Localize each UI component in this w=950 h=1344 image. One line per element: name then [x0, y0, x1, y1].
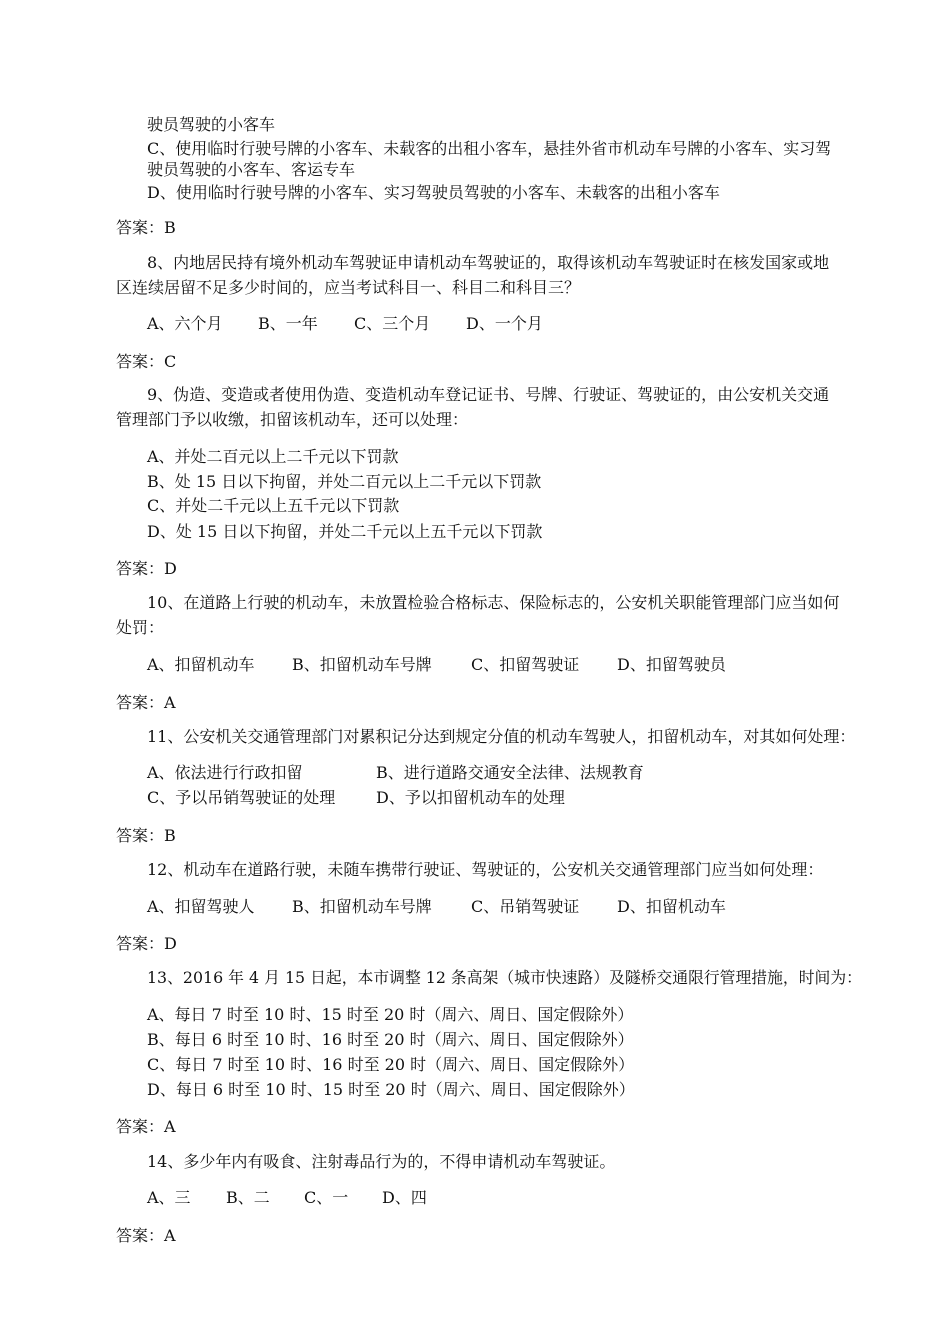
q10-option-a: A、扣留机动车 — [147, 655, 255, 674]
q14-option-c: C、一 — [304, 1188, 349, 1207]
q14-text: 14、多少年内有吸食、注射毒品行为的，不得申请机动车驾驶证。 — [147, 1152, 616, 1171]
q8-text-cont: 区连续居留不足多少时间的，应当考试科目一、科目二和科目三？ — [116, 278, 581, 297]
q9-option-d: D、处 15 日以下拘留，并处二千元以上五千元以下罚款 — [147, 522, 543, 541]
q9-option-b: B、处 15 日以下拘留，并处二百元以上二千元以下罚款 — [147, 472, 542, 491]
q10-option-c: C、扣留驾驶证 — [471, 655, 580, 674]
q13-option-d: D、每日 6 时至 10 时、15 时至 20 时（周六、周日、国定假除外） — [147, 1080, 635, 1099]
q11-option-a: A、依法进行行政扣留 — [147, 763, 303, 782]
q14-answer: 答案：A — [116, 1226, 176, 1245]
q9-option-c: C、并处二千元以上五千元以下罚款 — [147, 496, 400, 515]
q11-answer: 答案：B — [116, 826, 176, 845]
q13-option-b: B、每日 6 时至 10 时、16 时至 20 时（周六、周日、国定假除外） — [147, 1030, 634, 1049]
q8-text: 8、内地居民持有境外机动车驾驶证申请机动车驾驶证的，取得该机动车驾驶证时在核发国家或地 — [147, 253, 830, 272]
q7-continuation: 驶员驾驶的小客车 — [147, 115, 276, 134]
q10-text-cont: 处罚： — [116, 618, 165, 637]
q12-option-d: D、扣留机动车 — [617, 897, 726, 916]
q11-option-d: D、予以扣留机动车的处理 — [376, 788, 565, 807]
q8-option-d: D、一个月 — [466, 314, 543, 333]
q12-option-b: B、扣留机动车号牌 — [292, 897, 432, 916]
q13-text: 13、2016 年 4 月 15 日起，本市调整 12 条高架（城市快速路）及隧桥交通限行管理措施，时间为： — [147, 968, 862, 987]
q8-option-a: A、六个月 — [147, 314, 223, 333]
q12-option-c: C、吊销驾驶证 — [471, 897, 580, 916]
q7-option-c-cont: 驶员驾驶的小客车、客运专车 — [147, 160, 356, 179]
q14-option-a: A、三 — [147, 1188, 191, 1207]
q9-option-a: A、并处二百元以上二千元以下罚款 — [147, 447, 399, 466]
q10-option-b: B、扣留机动车号牌 — [292, 655, 432, 674]
q8-option-b: B、一年 — [258, 314, 318, 333]
q12-option-a: A、扣留驾驶人 — [147, 897, 255, 916]
q12-text: 12、机动车在道路行驶，未随车携带行驶证、驾驶证的，公安机关交通管理部门应当如何处理： — [147, 860, 824, 879]
q13-option-c: C、每日 7 时至 10 时、16 时至 20 时（周六、周日、国定假除外） — [147, 1055, 635, 1074]
q7-option-c: C、使用临时行驶号牌的小客车、未载客的出租小客车，悬挂外省市机动车号牌的小客车、实习驾 — [147, 139, 832, 158]
q9-text-cont: 管理部门予以收缴，扣留该机动车，还可以处理： — [116, 410, 469, 429]
q7-answer: 答案：B — [116, 218, 176, 237]
q10-text: 10、在道路上行驶的机动车，未放置检验合格标志、保险标志的，公安机关职能管理部门应当如何 — [147, 593, 840, 612]
q8-option-c: C、三个月 — [354, 314, 431, 333]
q14-option-b: B、二 — [226, 1188, 270, 1207]
q12-answer: 答案：D — [116, 934, 177, 953]
q10-answer: 答案：A — [116, 693, 176, 712]
q9-answer: 答案：D — [116, 559, 177, 578]
q11-option-c: C、予以吊销驾驶证的处理 — [147, 788, 336, 807]
q14-option-d: D、四 — [382, 1188, 427, 1207]
q10-option-d: D、扣留驾驶员 — [617, 655, 726, 674]
q13-option-a: A、每日 7 时至 10 时、15 时至 20 时（周六、周日、国定假除外） — [147, 1005, 634, 1024]
q13-answer: 答案：A — [116, 1117, 176, 1136]
q11-option-b: B、进行道路交通安全法律、法规教育 — [376, 763, 644, 782]
q11-text: 11、公安机关交通管理部门对累积记分达到规定分值的机动车驾驶人，扣留机动车，对其如何处理： — [147, 727, 856, 746]
q7-option-d: D、使用临时行驶号牌的小客车、实习驾驶员驾驶的小客车、未载客的出租小客车 — [147, 183, 720, 202]
q9-text: 9、伪造、变造或者使用伪造、变造机动车登记证书、号牌、行驶证、驾驶证的，由公安机关交通 — [147, 385, 830, 404]
q8-answer: 答案：C — [116, 352, 177, 371]
